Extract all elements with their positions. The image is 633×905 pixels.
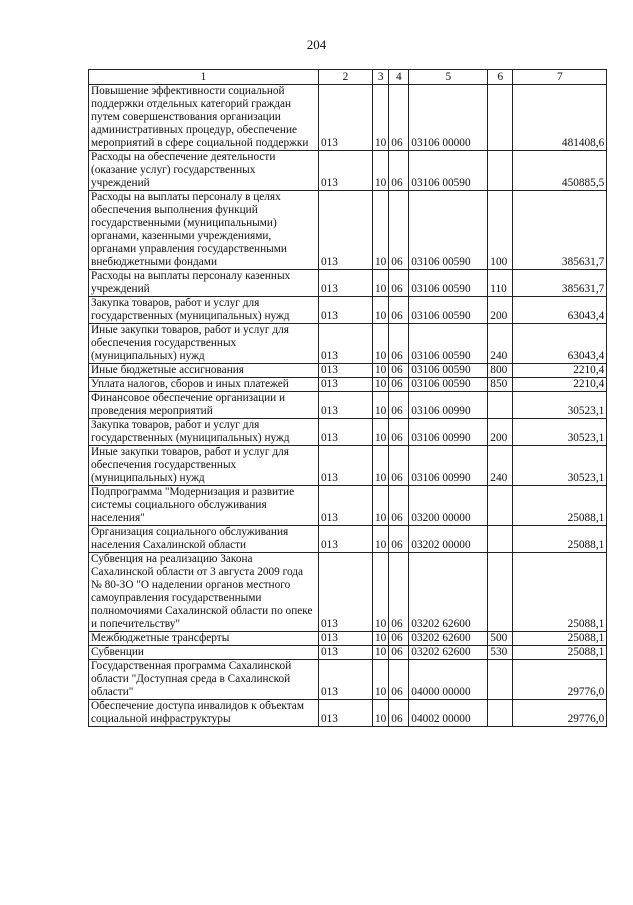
row-grbs-cell: 013	[319, 419, 373, 446]
row-target-article-cell: 03106 00590	[409, 378, 488, 392]
budget-table	[88, 69, 607, 727]
row-section-cell: 10	[373, 324, 389, 364]
row-subsection-cell: 06	[389, 324, 409, 364]
row-expense-type-cell	[488, 392, 513, 419]
row-expense-type-cell: 200	[488, 419, 513, 446]
row-name-cell: Государственная программа Сахалинской области "Доступная среда в Сахалинской области"	[89, 660, 319, 700]
row-section-cell: 10	[373, 486, 389, 526]
row-expense-type-cell: 500	[488, 632, 513, 646]
header-cell-section: 3	[373, 70, 389, 85]
row-expense-type-cell	[488, 700, 513, 727]
table-header-row	[89, 70, 607, 85]
row-name-cell: Закупка товаров, работ и услуг для государственных (муниципальных) нужд	[89, 297, 319, 324]
row-name-cell: Расходы на обеспечение деятельности (оказание услуг) государственных учреждений	[89, 151, 319, 191]
table-row	[89, 660, 607, 700]
row-expense-type-cell	[488, 486, 513, 526]
row-amount-cell: 63043,4	[513, 324, 607, 364]
row-name-cell: Уплата налогов, сборов и иных платежей	[89, 378, 319, 392]
row-expense-type-cell	[488, 85, 513, 151]
row-name-cell: Иные закупки товаров, работ и услуг для обеспечения государственных (муниципальных) нужд	[89, 446, 319, 486]
row-grbs-cell: 013	[319, 297, 373, 324]
row-expense-type-cell: 800	[488, 364, 513, 378]
table-row	[89, 646, 607, 660]
header-cell-expense-type: 6	[488, 70, 513, 85]
row-subsection-cell: 06	[389, 151, 409, 191]
row-subsection-cell: 06	[389, 660, 409, 700]
row-amount-cell: 2210,4	[513, 378, 607, 392]
row-grbs-cell: 013	[319, 526, 373, 553]
row-subsection-cell: 06	[389, 446, 409, 486]
row-target-article-cell: 03202 62600	[409, 646, 488, 660]
row-section-cell: 10	[373, 419, 389, 446]
row-target-article-cell: 03106 00590	[409, 324, 488, 364]
row-target-article-cell: 03202 62600	[409, 632, 488, 646]
row-subsection-cell: 06	[389, 553, 409, 632]
row-section-cell: 10	[373, 191, 389, 270]
table-row	[89, 486, 607, 526]
row-target-article-cell: 03106 00590	[409, 270, 488, 297]
row-target-article-cell: 03106 00590	[409, 364, 488, 378]
row-amount-cell: 25088,1	[513, 526, 607, 553]
header-cell-subsection: 4	[389, 70, 409, 85]
table-row	[89, 378, 607, 392]
row-name-cell: Подпрограмма "Модернизация и развитие системы социального обслуживания населения"	[89, 486, 319, 526]
row-grbs-cell: 013	[319, 553, 373, 632]
page-number: 204	[306, 37, 327, 52]
row-grbs-cell: 013	[319, 85, 373, 151]
row-grbs-cell: 013	[319, 270, 373, 297]
row-grbs-cell: 013	[319, 378, 373, 392]
row-expense-type-cell: 240	[488, 324, 513, 364]
row-amount-cell: 30523,1	[513, 419, 607, 446]
row-target-article-cell: 03202 62600	[409, 553, 488, 632]
row-section-cell: 10	[373, 85, 389, 151]
row-name-cell: Субвенция на реализацию Закона Сахалинской области от 3 августа 2009 года № 80-ЗО "О наделении органов местного самоуправления государственными полномочиями Сахалинской области по опеке и попечительству"	[89, 553, 319, 632]
row-name-cell: Повышение эффективности социальной поддержки отдельных категорий граждан путем совершенствования организации административных процедур, обеспечение мероприятий в сфере социальной поддержки	[89, 85, 319, 151]
row-amount-cell: 25088,1	[513, 632, 607, 646]
row-section-cell: 10	[373, 660, 389, 700]
row-expense-type-cell	[488, 526, 513, 553]
table-row	[89, 364, 607, 378]
row-expense-type-cell: 110	[488, 270, 513, 297]
row-target-article-cell: 03106 00590	[409, 151, 488, 191]
row-grbs-cell: 013	[319, 364, 373, 378]
row-section-cell: 10	[373, 646, 389, 660]
header-cell-target-article: 5	[409, 70, 488, 85]
row-expense-type-cell: 530	[488, 646, 513, 660]
row-name-cell: Иные закупки товаров, работ и услуг для обеспечения государственных (муниципальных) нужд	[89, 324, 319, 364]
row-subsection-cell: 06	[389, 85, 409, 151]
row-section-cell: 10	[373, 270, 389, 297]
row-subsection-cell: 06	[389, 297, 409, 324]
row-expense-type-cell: 100	[488, 191, 513, 270]
row-subsection-cell: 06	[389, 270, 409, 297]
row-amount-cell: 385631,7	[513, 191, 607, 270]
row-section-cell: 10	[373, 446, 389, 486]
row-target-article-cell: 03106 00990	[409, 419, 488, 446]
row-subsection-cell: 06	[389, 646, 409, 660]
row-grbs-cell: 013	[319, 700, 373, 727]
row-amount-cell: 2210,4	[513, 364, 607, 378]
row-amount-cell: 25088,1	[513, 486, 607, 526]
table-row	[89, 324, 607, 364]
row-name-cell: Расходы на выплаты персоналу казенных учреждений	[89, 270, 319, 297]
table-row	[89, 191, 607, 270]
row-section-cell: 10	[373, 378, 389, 392]
row-name-cell: Обеспечение доступа инвалидов к объектам социальной инфраструктуры	[89, 700, 319, 727]
row-expense-type-cell: 240	[488, 446, 513, 486]
row-amount-cell: 25088,1	[513, 646, 607, 660]
row-grbs-cell: 013	[319, 191, 373, 270]
row-target-article-cell: 03202 00000	[409, 526, 488, 553]
row-subsection-cell: 06	[389, 392, 409, 419]
row-amount-cell: 29776,0	[513, 660, 607, 700]
row-name-cell: Финансовое обеспечение организации и проведения мероприятий	[89, 392, 319, 419]
row-grbs-cell: 013	[319, 486, 373, 526]
table-row	[89, 632, 607, 646]
row-amount-cell: 385631,7	[513, 270, 607, 297]
row-grbs-cell: 013	[319, 324, 373, 364]
row-name-cell: Закупка товаров, работ и услуг для государственных (муниципальных) нужд	[89, 419, 319, 446]
table-row	[89, 392, 607, 419]
row-target-article-cell: 03106 00590	[409, 191, 488, 270]
row-grbs-cell: 013	[319, 660, 373, 700]
row-amount-cell: 481408,6	[513, 85, 607, 151]
row-target-article-cell: 03106 00990	[409, 392, 488, 419]
row-subsection-cell: 06	[389, 526, 409, 553]
row-subsection-cell: 06	[389, 700, 409, 727]
row-target-article-cell: 03106 00000	[409, 85, 488, 151]
row-section-cell: 10	[373, 151, 389, 191]
row-target-article-cell: 03106 00990	[409, 446, 488, 486]
header-cell-grbs: 2	[319, 70, 373, 85]
row-subsection-cell: 06	[389, 364, 409, 378]
table-row	[89, 553, 607, 632]
row-expense-type-cell: 850	[488, 378, 513, 392]
row-target-article-cell: 04000 00000	[409, 660, 488, 700]
row-section-cell: 10	[373, 700, 389, 727]
row-amount-cell: 25088,1	[513, 553, 607, 632]
row-section-cell: 10	[373, 297, 389, 324]
row-grbs-cell: 013	[319, 151, 373, 191]
header-cell-amount: 7	[513, 70, 607, 85]
table-row	[89, 297, 607, 324]
row-expense-type-cell	[488, 151, 513, 191]
row-subsection-cell: 06	[389, 191, 409, 270]
row-target-article-cell: 04002 00000	[409, 700, 488, 727]
row-amount-cell: 30523,1	[513, 392, 607, 419]
row-amount-cell: 30523,1	[513, 446, 607, 486]
table-row	[89, 85, 607, 151]
row-section-cell: 10	[373, 553, 389, 632]
row-grbs-cell: 013	[319, 392, 373, 419]
row-target-article-cell: 03200 00000	[409, 486, 488, 526]
table-row	[89, 700, 607, 727]
row-section-cell: 10	[373, 632, 389, 646]
table-row	[89, 526, 607, 553]
table-row	[89, 446, 607, 486]
row-name-cell: Организация социального обслуживания населения Сахалинской области	[89, 526, 319, 553]
row-grbs-cell: 013	[319, 632, 373, 646]
row-grbs-cell: 013	[319, 446, 373, 486]
row-amount-cell: 63043,4	[513, 297, 607, 324]
row-name-cell: Расходы на выплаты персоналу в целях обеспечения выполнения функций государственными (муниципальными) органами, казенными учреждениями, органами управления государственными внебюджетными фондами	[89, 191, 319, 270]
row-name-cell: Межбюджетные трансферты	[89, 632, 319, 646]
row-grbs-cell: 013	[319, 646, 373, 660]
row-subsection-cell: 06	[389, 632, 409, 646]
row-subsection-cell: 06	[389, 378, 409, 392]
row-target-article-cell: 03106 00590	[409, 297, 488, 324]
row-section-cell: 10	[373, 526, 389, 553]
table-row	[89, 151, 607, 191]
row-name-cell: Субвенции	[89, 646, 319, 660]
row-expense-type-cell: 200	[488, 297, 513, 324]
row-expense-type-cell	[488, 553, 513, 632]
table-row	[89, 419, 607, 446]
row-amount-cell: 29776,0	[513, 700, 607, 727]
row-subsection-cell: 06	[389, 419, 409, 446]
row-subsection-cell: 06	[389, 486, 409, 526]
row-section-cell: 10	[373, 364, 389, 378]
header-cell-name: 1	[89, 70, 319, 85]
row-amount-cell: 450885,5	[513, 151, 607, 191]
table-row	[89, 270, 607, 297]
row-section-cell: 10	[373, 392, 389, 419]
row-name-cell: Иные бюджетные ассигнования	[89, 364, 319, 378]
row-expense-type-cell	[488, 660, 513, 700]
